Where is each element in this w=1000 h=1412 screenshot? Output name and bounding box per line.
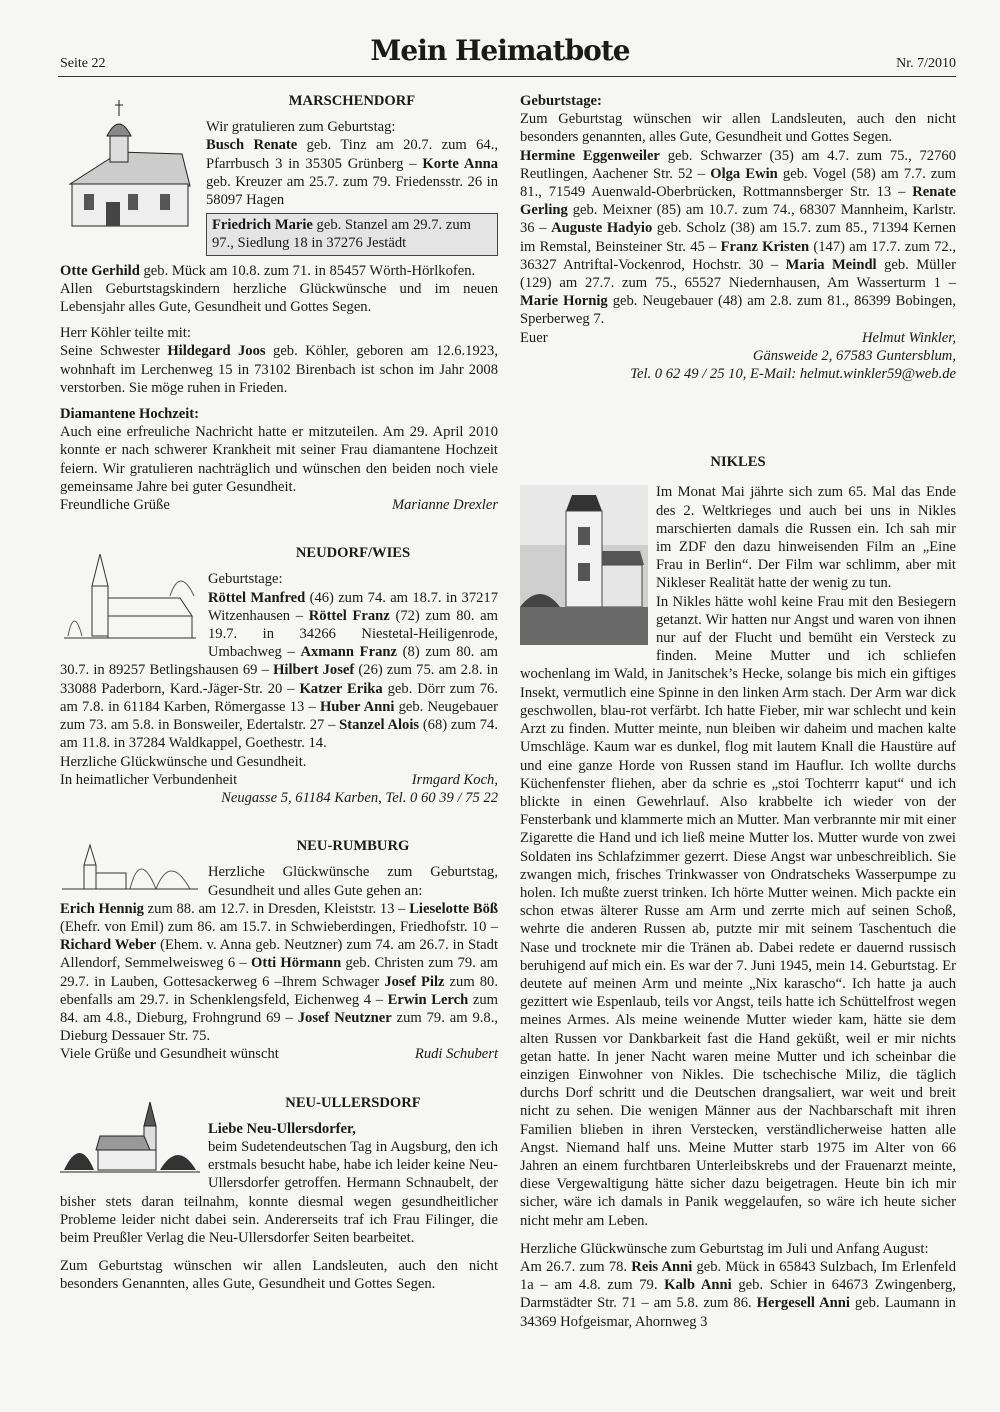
closing-wishes: Zum Geburtstag wünschen wir allen Landsleuten, auch den nicht besonders Genannten, alles Gute, Gesundheit und Gottes Segen. <box>60 1258 498 1293</box>
birthday-entries: Röttel Manfred (46) zum 74. am 18.7. in 37217 Witzenhausen – Röttel Franz (72) zum 80. am 19.7. in 34266 Niestetal-Heiligenrode, Umbachweg – Axmann Franz (8) zum 80. am 30.7. in 89257 Betlingshausen 69 – Hilbert Josef (26) zum 75. am 2.8. in 33088 Paderborn, Kard.-Jäger-Str. 20 – Katzer Erika geb. Dörr zum 76. am 7.8. in 61184 Karben, Römergasse 13 – Huber Anni geb. Neugebauer zum 73. am 5.8. in Bonsweiler, Edertalstr. 27 – Stanzel Alois (68) zum 74. am 11.8. in 37284 Waldkappel, Goethestr. 14. <box>60 589 499 752</box>
signer-address: Gänsweide 2, 67583 Guntersblum, <box>752 347 956 364</box>
wishes-text: Allen Geburtstagskindern herzliche Glückwünsche und im neuen Lebensjahr alles Gute, Gesundheit und Gottes Segen. <box>60 280 498 316</box>
signature-line: Euer Helmut Winkler, <box>520 329 956 346</box>
intro-text: Zum Geburtstag wünschen wir allen Landsleuten, auch den nicht besonders genannten, alles Gute, Gesundheit und Gottes Segen. <box>520 111 956 146</box>
section-title: Geburtstage: <box>520 93 602 109</box>
signature-line: Freundliche Grüße Marianne Drexler <box>60 497 498 514</box>
letter-text: beim Sudetendeutschen Tag in Augsburg, den ich erstmals besucht habe, habe ich leider keine Neu-Ullersdorfer getroffen. Hermann Schnaubelt, der bisher stets daran teilnahm, konnte diesmal wegen gesundheitlicher Probleme leider nicht dabei sein. Andererseits traf ich Frau Filinger, die beim Preußler Verlag die Neu-Ullersdorfer Seiten bearbeitet. <box>60 1138 498 1246</box>
salutation: Liebe Neu-Ullersdorfer, <box>208 1120 356 1137</box>
chapel-illustration <box>60 94 198 234</box>
section-title: NEUDORF/WIES <box>295 545 411 562</box>
intro-text: Geburtstage: <box>208 571 283 588</box>
section-title: MARSCHENDORF <box>288 93 416 109</box>
article-paragraph: Herzliche Glückwünsche zum Geburtstag im Juli und Anfang August: <box>520 1240 929 1257</box>
section-geburtstage <box>520 92 956 383</box>
header-rule <box>58 76 956 77</box>
left-column <box>60 90 498 1294</box>
issue-number: Nr. 7/2010 <box>896 56 956 71</box>
church-photo <box>520 485 648 645</box>
section-neuullersdorf <box>60 1094 498 1294</box>
birthday-entries: Erich Hennig zum 88. am 12.7. in Dresden, Kleiststr. 13 – Lieselotte Böß (Ehefr. von Emil) zum 86. am 15.7. in Schwieberdingen, Friedhofstr. 10 – Richard Weber (Ehem. v. Anna geb. Neutzner) zum 74. am 26.7. in Stadt Allendorf, Semmelweisweg 6 – Otti Hörmann geb. Christen zum 79. am 29.7. in Lauben, Gottesackerweg 6 –Ihrem Schwager Josef Pilz zum 80. ebenfalls am 29.7. in Schenklengsfeld, Eichenweg 4 – Erwin Lerch zum 84. am 4.8., Dieburg, Frohngrund 69 – Josef Neutzner zum 79. am 9.8., Dieburg Dessauer Str. 75. <box>60 900 499 1045</box>
masthead: Mein Heimatbote <box>370 34 630 67</box>
section-marschendorf <box>60 92 498 514</box>
signer-address: Neugasse 5, 61184 Karben, Tel. 0 60 39 / 75 22 <box>221 789 498 806</box>
signer-contact: Tel. 0 62 49 / 25 10, E-Mail: helmut.winkler59@web.de <box>630 366 956 383</box>
church-sketch-illustration <box>60 546 200 646</box>
intro-text: Wir gratulieren zum Geburtstag: <box>206 119 396 136</box>
chapel-landscape-illustration <box>60 1096 200 1180</box>
village-sketch-illustration <box>60 839 200 895</box>
article-paragraph: In Nikles hätte wohl keine Frau mit den Besiegern getanzt. Wir hatten nur Angst und waren von ihnen nur auf der Flucht und bemüht ein Versteck zu finden. Meine Mutter und ich schliefen wochenlang im Wald, in Janitschek’s Hecke, solange bis mich ein giftiges Insekt, vermutlich eine Spinne in den linken Arm stach. Der Arm war dick geschwollen, blau-rot verfärbt. Ich hatte Fieber, mir war schlecht und kein Arzt zu finden. Mutter meinte, nun bleiben wir daheim und machen kalte Umschläge. Kaum war es dunkel, flog mit lautem Knall die Haustüre auf und eine ganze Horde von Russen stand im Hauflur. Ich wollte durchs Küchenfenster fliehen, aber da schrie es „stoi Tochterrr kaput“ und ich blickte in einen Gewehrlauf. Also krabbelte ich wieder von der Fensterbank und klammerte mich an Mutter. Man verbrannte mir mit einer Zigarette die Hand und ich ließ meine Mutter los. Mutter wurde von zwei Soldaten ins Schlafzimmer gezerrt. Diese Angst war unbeschreiblich. Sie zwangen mich, frisches Trinkwasser von Ondratscheks Wasserpumpe zu holen. Ich mußte zuerst trinken. Ich hörte Mutter weinen. Mich packte ein schon etwas älterer Russe am Arm und zerrte mich auf seinen Schoß, wehrte die anderen Russen ab, putzte mir mit seinem Taschentuch die Nase und trocknete mir die Tränen ab. Dabei redete er dauernd russisch beruhigend auf mich ein. Es war der 7. Juni 1945, mein 14. Geburtstag. Er deutete auf meinen Arm und meinte „Nix karascho“. Ich hatte ja auch gezittert wie Espenlaub, teils vor Angst, teils hatte ich Schüttelfrost wegen meines Armes. Als meine weinende Mutter wieder kam, hätte sie dem alten Russen vor Dankbarkeit fast die Hand geküßt, weil er mir nichts getan hatte. In jener Nacht waren meine Mutter und ich scheinbar die einzigen Einwohner von Nikles. Die tschechische Miliz, die täglich durchs Dorf schritt und die Deutschen drangsaliert, war weit und breit nicht zu sehen. Die wenigen Männer aus der Nachbarschaft mit ihren Familien blieben in ihren Verstecken, verständlicherweise hatten alle Angst. Niemand half uns. Meine Mutter starb 1975 im Alter von 66 Jahren an einem furchtbaren Unterleibskrebs und der Frauenarzt meinte, diese Vergewaltigung hätte sicher dazu beigetragen. Heute bin ich mir sicher, wäre ich damals in Panik weggelaufen, so wäre ich heute sicher nicht mehr am Leben. <box>520 593 956 1229</box>
right-column <box>520 92 956 1331</box>
section-title: NIKLES <box>710 454 766 471</box>
article-paragraph: Im Monat Mai jährte sich zum 65. Mal das Ende des 2. Weltkrieges und auch bei uns in Nikles marschierten damals die Russen ein. Ich sah mir im ZDF den dazu hinweisenden Film an „Eine Frau in Berlin“. Der Film war schlimm, aber mit Nikleser Realität hatte der wenig zu tun. <box>656 484 956 592</box>
wishes-text: Herzliche Glückwünsche und Gesundheit. <box>60 753 307 770</box>
birthday-entries: Busch Renate geb. Tinz am 20.7. zum 64., Pfarrbusch 3 in 35305 Grünberg – Korte Anna geb. Kreuzer am 25.7. zum 79. Friedensstr. 26 in 58097 Hagen <box>206 137 498 209</box>
section-nikles <box>520 453 956 1331</box>
signature-line: Viele Grüße und Gesundheit wünscht Rudi Schubert <box>60 1046 498 1063</box>
koehler-intro: Herr Köhler teilte mit: <box>60 325 191 342</box>
obituary-text: Seine Schwester Hildegard Joos geb. Köhler, geboren am 12.6.1923, wohnhaft im Lerchenweg 15 in 73102 Birenbach ist schon im Jahr 2008 verstorben. Sie möge ruhen in Frieden. <box>60 343 498 396</box>
section-title: NEU-RUMBURG <box>296 838 410 855</box>
diamond-text: Auch eine erfreuliche Nachricht hatte er mitzuteilen. Am 29. April 2010 konnte er nach schwerer Krankheit mit seiner Frau diamantene Hochzeit feiern. Wir gratulieren nachträglich und wünschen den beiden noch viele gemeinsame Jahre bei guter Gesundheit. <box>60 424 498 495</box>
intro-text: Herzliche Glückwünsche zum Geburtstag, Gesundheit und alles Gute gehen an: <box>208 864 498 899</box>
signature-line: In heimatlicher Verbundenheit Irmgard Koch, <box>60 771 498 788</box>
highlighted-entry: Friedrich Marie geb. Stanzel am 29.7. zum 97., Siedlung 18 in 37276 Jestädt <box>206 213 498 255</box>
birthday-entry: Otte Gerhild geb. Mück am 10.8. zum 71. in 85457 Wörth-Hörlkofen. <box>60 262 476 279</box>
section-neudorf <box>60 544 498 807</box>
diamond-title: Diamantene Hochzeit: <box>60 406 200 423</box>
page-number: Seite 22 <box>60 56 106 71</box>
section-title: NEU-ULLERSDORF <box>285 1094 421 1111</box>
birthday-entries: Hermine Eggenweiler geb. Schwarzer (35) am 4.7. zum 75., 72760 Reutlingen, Aachener Str. 52 – Olga Ewin geb. Vogel (58) am 7.7. zum 81., 71549 Auenwald-Oberbrücken, Rottmannsberger Str. 13 – Renate Gerling geb. Meixner (85) am 10.7. zum 74., 68307 Mannheim, Karlstr. 36 – Auguste Hadyio geb. Scholz (38) am 15.7. zum 85., 71394 Kernen im Remstal, Beinsteiner Str. 45 – Franz Kristen (147) am 17.7. zum 72., 36327 Antriftal-Vockenrod, Hochstr. 30 – Maria Meindl geb. Müller (129) am 27.7. zum 75., 65527 Niedernhausen, Am Wasserturm 1 – Marie Hornig geb. Neugebauer (48) am 2.8. zum 81., 86399 Bobingen, Sperberweg 7. <box>520 147 957 328</box>
birthday-entries: Am 26.7. zum 78. Reis Anni geb. Mück in 65843 Sulzbach, Im Erlenfeld 1a – am 4.8. zum 79. Kalb Anni geb. Schier in 64673 Zwingenberg, Darmstädter Str. 71 – am 5.8. zum 86. Hergesell Anni geb. Laumann in 34369 Hofgeismar, Ahornweg 3 <box>520 1258 956 1330</box>
section-neurumburg <box>60 837 498 1063</box>
